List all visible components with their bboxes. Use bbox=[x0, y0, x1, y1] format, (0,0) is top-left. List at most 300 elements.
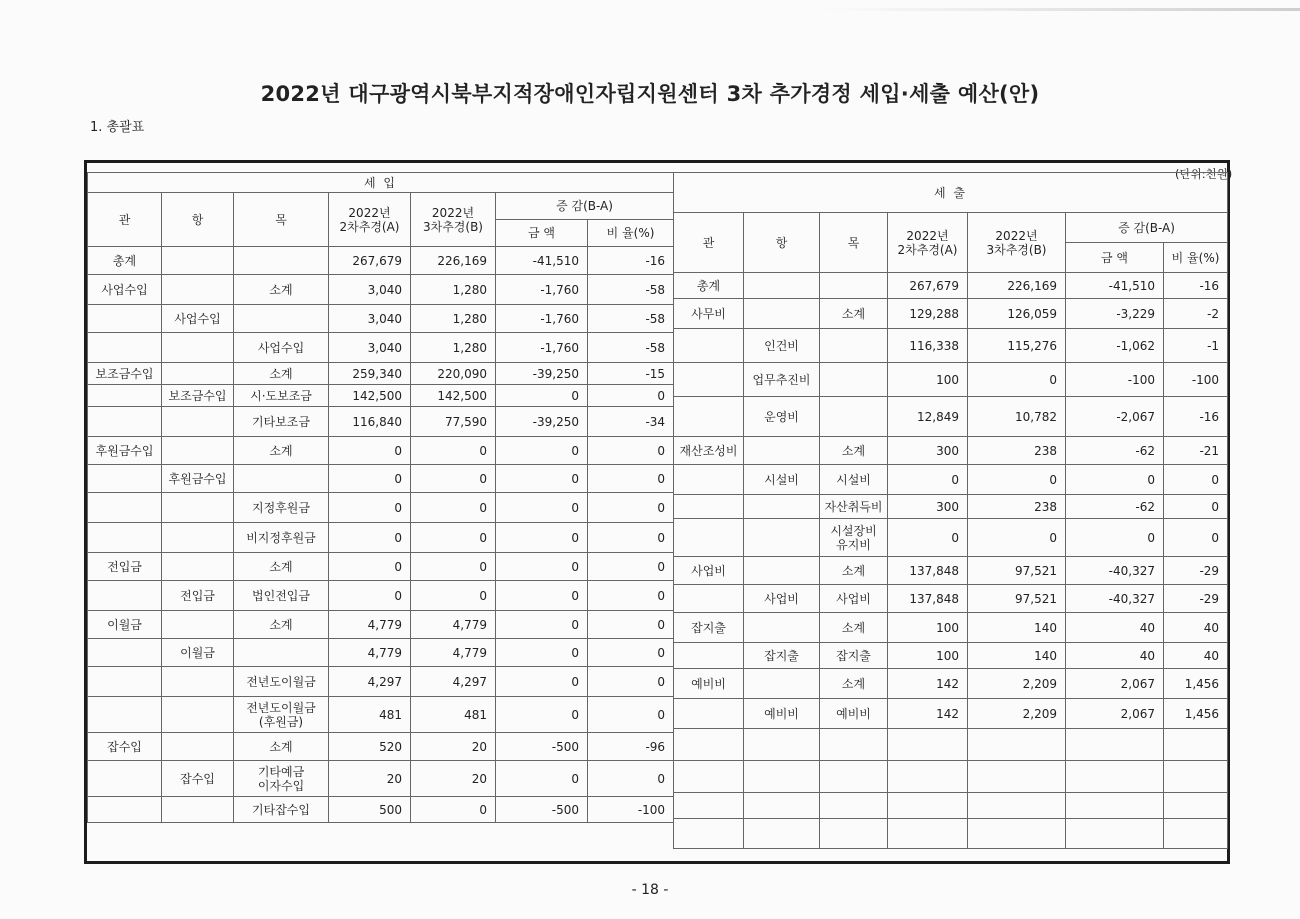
table-row bbox=[88, 523, 674, 553]
expenditure-cell-diff-ratio: 1,456 bbox=[1164, 669, 1228, 699]
revenue-cell-gwan: 후원금수입 bbox=[88, 437, 162, 465]
expenditure-cell-gwan bbox=[674, 397, 744, 437]
revenue-cell-diff-ratio: -58 bbox=[588, 333, 674, 363]
revenue-cell-diff-ratio: 0 bbox=[588, 385, 674, 407]
table-row bbox=[88, 733, 674, 761]
expenditure-cell-curr bbox=[968, 793, 1066, 819]
table-row bbox=[88, 797, 674, 823]
expenditure-cell-diff-ratio: -1 bbox=[1164, 329, 1228, 363]
expenditure-cell-prev: 100 bbox=[888, 363, 968, 397]
table-row bbox=[674, 465, 1228, 495]
expenditure-cell-gwan bbox=[674, 329, 744, 363]
expenditure-cell-gwan: 총계 bbox=[674, 273, 744, 299]
expenditure-cell-hang: 사업비 bbox=[744, 585, 820, 613]
table-row bbox=[674, 329, 1228, 363]
revenue-cell-mok: 사업수입 bbox=[234, 333, 329, 363]
revenue-cell-diff-ratio: 0 bbox=[588, 581, 674, 611]
expenditure-cell-mok bbox=[820, 329, 888, 363]
revenue-cell-mok: 기타보조금 bbox=[234, 407, 329, 437]
expenditure-cell-prev bbox=[888, 729, 968, 761]
revenue-header-gwan: 관 bbox=[88, 193, 162, 247]
revenue-cell-prev: 4,779 bbox=[329, 639, 411, 667]
table-row bbox=[88, 247, 674, 275]
revenue-cell-diff-ratio: 0 bbox=[588, 523, 674, 553]
revenue-cell-mok: 전년도이월금 (후원금) bbox=[234, 697, 329, 733]
expenditure-caption: 세 출 bbox=[674, 173, 1228, 213]
expenditure-cell-hang: 시설비 bbox=[744, 465, 820, 495]
revenue-cell-hang bbox=[162, 437, 234, 465]
revenue-cell-hang bbox=[162, 247, 234, 275]
table-row bbox=[88, 275, 674, 305]
expenditure-cell-hang bbox=[744, 819, 820, 849]
expenditure-cell-prev bbox=[888, 793, 968, 819]
revenue-cell-gwan bbox=[88, 493, 162, 523]
expenditure-cell-mok bbox=[820, 819, 888, 849]
revenue-cell-mok bbox=[234, 465, 329, 493]
expenditure-cell-diff-amount: -41,510 bbox=[1066, 273, 1164, 299]
revenue-cell-curr: 0 bbox=[411, 581, 496, 611]
expenditure-cell-prev: 137,848 bbox=[888, 585, 968, 613]
revenue-cell-diff-amount: -1,760 bbox=[496, 275, 588, 305]
revenue-cell-diff-amount: 0 bbox=[496, 761, 588, 797]
expenditure-cell-diff-ratio bbox=[1164, 793, 1228, 819]
revenue-cell-mok: 지정후원금 bbox=[234, 493, 329, 523]
table-row bbox=[674, 397, 1228, 437]
revenue-cell-diff-amount: 0 bbox=[496, 639, 588, 667]
expenditure-cell-gwan bbox=[674, 819, 744, 849]
expenditure-cell-curr: 238 bbox=[968, 495, 1066, 519]
expenditure-cell-diff-ratio: -29 bbox=[1164, 585, 1228, 613]
revenue-cell-prev: 142,500 bbox=[329, 385, 411, 407]
revenue-cell-prev: 267,679 bbox=[329, 247, 411, 275]
expenditure-cell-gwan: 예비비 bbox=[674, 669, 744, 699]
revenue-cell-curr: 1,280 bbox=[411, 333, 496, 363]
revenue-cell-hang: 이월금 bbox=[162, 639, 234, 667]
expenditure-cell-prev: 300 bbox=[888, 495, 968, 519]
revenue-cell-mok: 기타잡수입 bbox=[234, 797, 329, 823]
expenditure-cell-diff-amount: -40,327 bbox=[1066, 557, 1164, 585]
table-row bbox=[88, 761, 674, 797]
expenditure-cell-diff-amount bbox=[1066, 729, 1164, 761]
revenue-table bbox=[87, 172, 674, 823]
revenue-cell-diff-amount: 0 bbox=[496, 697, 588, 733]
expenditure-cell-curr: 226,169 bbox=[968, 273, 1066, 299]
expenditure-cell-prev: 300 bbox=[888, 437, 968, 465]
revenue-cell-curr: 481 bbox=[411, 697, 496, 733]
revenue-cell-gwan: 총계 bbox=[88, 247, 162, 275]
revenue-cell-hang bbox=[162, 733, 234, 761]
expenditure-cell-hang bbox=[744, 273, 820, 299]
expenditure-cell-curr: 2,209 bbox=[968, 699, 1066, 729]
expenditure-cell-mok: 소계 bbox=[820, 669, 888, 699]
expenditure-cell-hang: 업무추진비 bbox=[744, 363, 820, 397]
expenditure-cell-mok: 소계 bbox=[820, 613, 888, 643]
revenue-cell-prev: 3,040 bbox=[329, 333, 411, 363]
revenue-cell-mok: 소계 bbox=[234, 733, 329, 761]
table-row bbox=[674, 299, 1228, 329]
expenditure-cell-diff-ratio bbox=[1164, 729, 1228, 761]
revenue-cell-curr: 0 bbox=[411, 797, 496, 823]
revenue-header-amount: 금 액 bbox=[496, 220, 588, 247]
revenue-cell-diff-ratio: 0 bbox=[588, 667, 674, 697]
table-row bbox=[88, 553, 674, 581]
expenditure-cell-diff-amount: 2,067 bbox=[1066, 669, 1164, 699]
table-row bbox=[88, 667, 674, 697]
expenditure-cell-gwan: 사업비 bbox=[674, 557, 744, 585]
revenue-cell-prev: 0 bbox=[329, 437, 411, 465]
table-row bbox=[674, 273, 1228, 299]
expenditure-cell-gwan: 잡지출 bbox=[674, 613, 744, 643]
expenditure-cell-curr: 97,521 bbox=[968, 585, 1066, 613]
table-row bbox=[88, 407, 674, 437]
expenditure-cell-diff-ratio: 0 bbox=[1164, 495, 1228, 519]
revenue-cell-hang bbox=[162, 363, 234, 385]
revenue-cell-gwan bbox=[88, 667, 162, 697]
revenue-cell-diff-amount: 0 bbox=[496, 493, 588, 523]
revenue-cell-curr: 1,280 bbox=[411, 305, 496, 333]
table-row bbox=[674, 585, 1228, 613]
revenue-cell-curr: 4,779 bbox=[411, 611, 496, 639]
revenue-cell-hang bbox=[162, 523, 234, 553]
revenue-cell-mok bbox=[234, 247, 329, 275]
revenue-cell-prev: 520 bbox=[329, 733, 411, 761]
revenue-cell-diff-amount: 0 bbox=[496, 385, 588, 407]
table-row bbox=[674, 669, 1228, 699]
table-row bbox=[674, 761, 1228, 793]
expenditure-header-diff: 증 감(B-A) bbox=[1066, 213, 1228, 243]
table-row bbox=[88, 581, 674, 611]
expenditure-cell-diff-ratio: -21 bbox=[1164, 437, 1228, 465]
revenue-header-diff: 증 감(B-A) bbox=[496, 193, 674, 220]
revenue-cell-diff-amount: 0 bbox=[496, 437, 588, 465]
revenue-cell-hang: 잡수입 bbox=[162, 761, 234, 797]
expenditure-cell-prev: 142 bbox=[888, 669, 968, 699]
revenue-cell-prev: 20 bbox=[329, 761, 411, 797]
table-row bbox=[88, 697, 674, 733]
expenditure-cell-mok: 자산취득비 bbox=[820, 495, 888, 519]
expenditure-cell-diff-ratio: 1,456 bbox=[1164, 699, 1228, 729]
expenditure-cell-curr: 2,209 bbox=[968, 669, 1066, 699]
revenue-cell-mok: 소계 bbox=[234, 437, 329, 465]
revenue-cell-gwan: 보조금수입 bbox=[88, 363, 162, 385]
revenue-cell-diff-ratio: 0 bbox=[588, 553, 674, 581]
expenditure-header-hang: 항 bbox=[744, 213, 820, 273]
expenditure-cell-gwan bbox=[674, 729, 744, 761]
expenditure-rows bbox=[674, 273, 1228, 849]
revenue-cell-diff-ratio: 0 bbox=[588, 611, 674, 639]
revenue-cell-prev: 0 bbox=[329, 553, 411, 581]
expenditure-cell-diff-amount: -40,327 bbox=[1066, 585, 1164, 613]
expenditure-cell-hang bbox=[744, 519, 820, 557]
expenditure-cell-prev: 137,848 bbox=[888, 557, 968, 585]
expenditure-cell-mok: 잡지출 bbox=[820, 643, 888, 669]
revenue-cell-curr: 0 bbox=[411, 437, 496, 465]
revenue-cell-mok: 비지정후원금 bbox=[234, 523, 329, 553]
table-row bbox=[674, 729, 1228, 761]
revenue-cell-diff-ratio: -15 bbox=[588, 363, 674, 385]
revenue-cell-diff-amount: -1,760 bbox=[496, 305, 588, 333]
revenue-cell-gwan: 이월금 bbox=[88, 611, 162, 639]
revenue-cell-diff-ratio: -58 bbox=[588, 305, 674, 333]
table-row bbox=[674, 613, 1228, 643]
expenditure-cell-gwan bbox=[674, 495, 744, 519]
revenue-cell-hang bbox=[162, 553, 234, 581]
revenue-header-ratio: 비 율(%) bbox=[588, 220, 674, 247]
expenditure-cell-curr bbox=[968, 729, 1066, 761]
expenditure-cell-diff-amount: -2,067 bbox=[1066, 397, 1164, 437]
expenditure-cell-prev bbox=[888, 819, 968, 849]
revenue-cell-hang: 후원금수입 bbox=[162, 465, 234, 493]
revenue-cell-hang bbox=[162, 667, 234, 697]
expenditure-cell-hang bbox=[744, 669, 820, 699]
expenditure-header-mok: 목 bbox=[820, 213, 888, 273]
expenditure-cell-mok: 소계 bbox=[820, 557, 888, 585]
revenue-cell-curr: 20 bbox=[411, 733, 496, 761]
expenditure-cell-curr: 0 bbox=[968, 465, 1066, 495]
section-heading: 1. 총괄표 bbox=[90, 120, 145, 135]
expenditure-cell-diff-ratio: 40 bbox=[1164, 613, 1228, 643]
expenditure-cell-curr: 140 bbox=[968, 613, 1066, 643]
expenditure-cell-diff-ratio: 0 bbox=[1164, 465, 1228, 495]
expenditure-cell-diff-amount: -62 bbox=[1066, 495, 1164, 519]
revenue-cell-gwan: 전입금 bbox=[88, 553, 162, 581]
table-row bbox=[88, 305, 674, 333]
expenditure-cell-prev: 142 bbox=[888, 699, 968, 729]
revenue-cell-mok: 소계 bbox=[234, 553, 329, 581]
revenue-cell-curr: 0 bbox=[411, 553, 496, 581]
table-row bbox=[674, 557, 1228, 585]
revenue-cell-hang bbox=[162, 797, 234, 823]
expenditure-header-amount: 금 액 bbox=[1066, 243, 1164, 273]
table-row bbox=[88, 333, 674, 363]
table-row bbox=[674, 819, 1228, 849]
expenditure-cell-prev: 12,849 bbox=[888, 397, 968, 437]
revenue-cell-prev: 0 bbox=[329, 581, 411, 611]
revenue-cell-mok bbox=[234, 305, 329, 333]
revenue-cell-prev: 3,040 bbox=[329, 305, 411, 333]
table-row bbox=[674, 495, 1228, 519]
revenue-cell-curr: 0 bbox=[411, 493, 496, 523]
expenditure-cell-prev: 0 bbox=[888, 519, 968, 557]
expenditure-cell-diff-ratio: 40 bbox=[1164, 643, 1228, 669]
revenue-cell-hang bbox=[162, 611, 234, 639]
revenue-cell-hang bbox=[162, 493, 234, 523]
expenditure-cell-diff-ratio: -29 bbox=[1164, 557, 1228, 585]
revenue-cell-diff-ratio: 0 bbox=[588, 639, 674, 667]
revenue-cell-curr: 4,297 bbox=[411, 667, 496, 697]
revenue-cell-gwan bbox=[88, 333, 162, 363]
revenue-cell-curr: 0 bbox=[411, 465, 496, 493]
revenue-cell-curr: 142,500 bbox=[411, 385, 496, 407]
expenditure-cell-mok bbox=[820, 761, 888, 793]
revenue-cell-prev: 0 bbox=[329, 493, 411, 523]
expenditure-cell-hang: 운영비 bbox=[744, 397, 820, 437]
table-row bbox=[88, 611, 674, 639]
revenue-cell-diff-ratio: -34 bbox=[588, 407, 674, 437]
revenue-cell-prev: 0 bbox=[329, 523, 411, 553]
expenditure-cell-mok: 소계 bbox=[820, 299, 888, 329]
revenue-cell-gwan bbox=[88, 465, 162, 493]
expenditure-cell-gwan bbox=[674, 761, 744, 793]
expenditure-cell-gwan bbox=[674, 465, 744, 495]
revenue-cell-diff-amount: -1,760 bbox=[496, 333, 588, 363]
revenue-cell-diff-ratio: 0 bbox=[588, 697, 674, 733]
expenditure-cell-diff-ratio: -16 bbox=[1164, 273, 1228, 299]
expenditure-cell-mok: 시설장비 유지비 bbox=[820, 519, 888, 557]
revenue-cell-prev: 259,340 bbox=[329, 363, 411, 385]
expenditure-cell-hang: 잡지출 bbox=[744, 643, 820, 669]
expenditure-cell-curr bbox=[968, 761, 1066, 793]
table-row bbox=[88, 363, 674, 385]
expenditure-cell-gwan bbox=[674, 585, 744, 613]
revenue-cell-gwan bbox=[88, 697, 162, 733]
expenditure-cell-mok bbox=[820, 363, 888, 397]
revenue-cell-diff-ratio: 0 bbox=[588, 437, 674, 465]
revenue-cell-curr: 220,090 bbox=[411, 363, 496, 385]
revenue-cell-hang: 전입금 bbox=[162, 581, 234, 611]
revenue-cell-gwan bbox=[88, 407, 162, 437]
expenditure-cell-gwan: 재산조성비 bbox=[674, 437, 744, 465]
expenditure-cell-mok bbox=[820, 273, 888, 299]
expenditure-cell-diff-amount: -1,062 bbox=[1066, 329, 1164, 363]
expenditure-cell-diff-ratio: 0 bbox=[1164, 519, 1228, 557]
expenditure-cell-diff-amount: 0 bbox=[1066, 465, 1164, 495]
revenue-cell-hang bbox=[162, 333, 234, 363]
revenue-cell-diff-amount: 0 bbox=[496, 465, 588, 493]
expenditure-cell-prev: 100 bbox=[888, 613, 968, 643]
expenditure-cell-gwan: 사무비 bbox=[674, 299, 744, 329]
revenue-cell-diff-ratio: -58 bbox=[588, 275, 674, 305]
expenditure-cell-diff-ratio: -2 bbox=[1164, 299, 1228, 329]
expenditure-cell-prev: 116,338 bbox=[888, 329, 968, 363]
revenue-cell-hang: 사업수입 bbox=[162, 305, 234, 333]
revenue-header-prev: 2022년 2차추경(A) bbox=[329, 193, 411, 247]
revenue-header-hang: 항 bbox=[162, 193, 234, 247]
expenditure-header-ratio: 비 율(%) bbox=[1164, 243, 1228, 273]
expenditure-cell-mok: 소계 bbox=[820, 437, 888, 465]
expenditure-cell-hang bbox=[744, 299, 820, 329]
table-row bbox=[88, 385, 674, 407]
revenue-cell-gwan bbox=[88, 385, 162, 407]
revenue-cell-diff-amount: 0 bbox=[496, 553, 588, 581]
expenditure-cell-prev: 0 bbox=[888, 465, 968, 495]
table-row bbox=[674, 519, 1228, 557]
expenditure-cell-mok bbox=[820, 729, 888, 761]
revenue-cell-mok: 시·도보조금 bbox=[234, 385, 329, 407]
expenditure-cell-curr: 10,782 bbox=[968, 397, 1066, 437]
revenue-cell-hang bbox=[162, 407, 234, 437]
expenditure-cell-mok: 사업비 bbox=[820, 585, 888, 613]
expenditure-cell-hang bbox=[744, 495, 820, 519]
expenditure-cell-mok: 예비비 bbox=[820, 699, 888, 729]
page-number: - 18 - bbox=[631, 882, 669, 898]
revenue-cell-prev: 116,840 bbox=[329, 407, 411, 437]
expenditure-cell-hang bbox=[744, 437, 820, 465]
expenditure-cell-hang bbox=[744, 613, 820, 643]
revenue-cell-gwan: 사업수입 bbox=[88, 275, 162, 305]
expenditure-cell-diff-amount bbox=[1066, 819, 1164, 849]
expenditure-cell-diff-amount: -100 bbox=[1066, 363, 1164, 397]
revenue-cell-gwan bbox=[88, 523, 162, 553]
revenue-cell-mok: 소계 bbox=[234, 363, 329, 385]
revenue-cell-mok: 소계 bbox=[234, 275, 329, 305]
scan-edge-shadow bbox=[820, 8, 1300, 11]
table-row bbox=[88, 437, 674, 465]
revenue-cell-diff-ratio: 0 bbox=[588, 465, 674, 493]
expenditure-cell-gwan bbox=[674, 699, 744, 729]
expenditure-cell-diff-amount: -62 bbox=[1066, 437, 1164, 465]
revenue-cell-diff-amount: -41,510 bbox=[496, 247, 588, 275]
expenditure-cell-gwan bbox=[674, 363, 744, 397]
expenditure-cell-gwan bbox=[674, 793, 744, 819]
revenue-caption: 세 입 bbox=[88, 173, 674, 193]
table-row bbox=[88, 493, 674, 523]
expenditure-cell-diff-amount bbox=[1066, 793, 1164, 819]
revenue-cell-hang bbox=[162, 275, 234, 305]
revenue-header-curr: 2022년 3차추경(B) bbox=[411, 193, 496, 247]
expenditure-cell-diff-amount: 2,067 bbox=[1066, 699, 1164, 729]
expenditure-header-prev: 2022년 2차추경(A) bbox=[888, 213, 968, 273]
expenditure-cell-diff-amount: 0 bbox=[1066, 519, 1164, 557]
revenue-cell-diff-ratio: -100 bbox=[588, 797, 674, 823]
table-row bbox=[674, 363, 1228, 397]
revenue-cell-hang bbox=[162, 697, 234, 733]
expenditure-cell-mok bbox=[820, 793, 888, 819]
revenue-cell-mok: 소계 bbox=[234, 611, 329, 639]
revenue-cell-prev: 500 bbox=[329, 797, 411, 823]
expenditure-cell-prev bbox=[888, 761, 968, 793]
revenue-cell-mok bbox=[234, 639, 329, 667]
expenditure-cell-hang bbox=[744, 761, 820, 793]
revenue-cell-diff-amount: 0 bbox=[496, 581, 588, 611]
expenditure-cell-diff-amount bbox=[1066, 761, 1164, 793]
revenue-cell-prev: 481 bbox=[329, 697, 411, 733]
expenditure-cell-diff-amount: -3,229 bbox=[1066, 299, 1164, 329]
expenditure-cell-hang bbox=[744, 557, 820, 585]
page-title: 2022년 대구광역시북부지적장애인자립지원센터 3차 추가경정 세입·세출 예산(안) bbox=[260, 82, 1040, 106]
revenue-cell-curr: 0 bbox=[411, 523, 496, 553]
expenditure-cell-diff-ratio bbox=[1164, 761, 1228, 793]
revenue-cell-diff-amount: 0 bbox=[496, 611, 588, 639]
revenue-cell-prev: 0 bbox=[329, 465, 411, 493]
revenue-cell-mok: 전년도이월금 bbox=[234, 667, 329, 697]
revenue-cell-gwan: 잡수입 bbox=[88, 733, 162, 761]
revenue-cell-diff-amount: 0 bbox=[496, 667, 588, 697]
revenue-cell-gwan bbox=[88, 761, 162, 797]
revenue-cell-diff-ratio: 0 bbox=[588, 493, 674, 523]
revenue-cell-diff-ratio: -16 bbox=[588, 247, 674, 275]
expenditure-header-curr: 2022년 3차추경(B) bbox=[968, 213, 1066, 273]
expenditure-cell-diff-amount: 40 bbox=[1066, 613, 1164, 643]
table-row bbox=[674, 437, 1228, 465]
revenue-cell-gwan bbox=[88, 797, 162, 823]
table-row bbox=[88, 465, 674, 493]
revenue-cell-mok: 기타예금 이자수입 bbox=[234, 761, 329, 797]
expenditure-cell-prev: 100 bbox=[888, 643, 968, 669]
expenditure-cell-hang bbox=[744, 793, 820, 819]
expenditure-cell-hang: 인건비 bbox=[744, 329, 820, 363]
revenue-rows bbox=[88, 247, 674, 823]
revenue-cell-gwan bbox=[88, 639, 162, 667]
revenue-cell-curr: 226,169 bbox=[411, 247, 496, 275]
revenue-cell-diff-amount: -39,250 bbox=[496, 407, 588, 437]
table-row bbox=[674, 793, 1228, 819]
expenditure-cell-curr: 0 bbox=[968, 363, 1066, 397]
revenue-cell-diff-amount: -500 bbox=[496, 733, 588, 761]
expenditure-cell-mok: 시설비 bbox=[820, 465, 888, 495]
expenditure-cell-curr: 97,521 bbox=[968, 557, 1066, 585]
expenditure-cell-gwan bbox=[674, 643, 744, 669]
